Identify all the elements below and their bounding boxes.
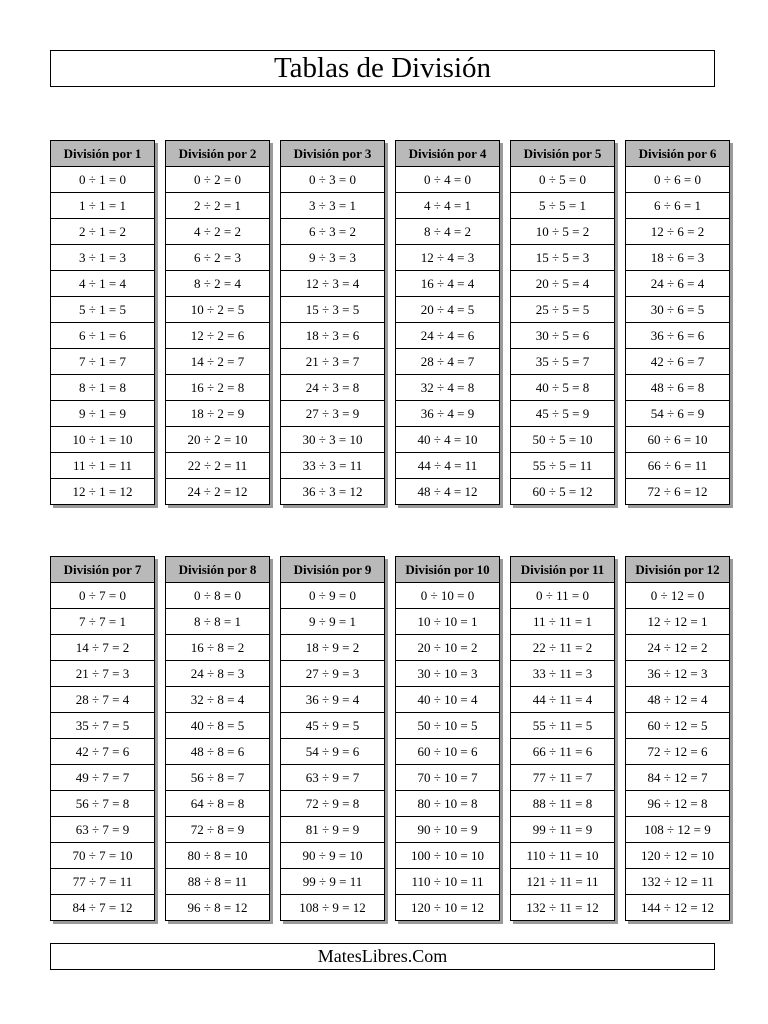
table-row: 88 ÷ 8 = 11	[166, 869, 269, 895]
table-row: 16 ÷ 8 = 2	[166, 635, 269, 661]
table-row: 21 ÷ 3 = 7	[281, 349, 384, 375]
division-table-1	[50, 140, 155, 505]
table-row: 44 ÷ 4 = 11	[396, 453, 499, 479]
table-row: 120 ÷ 12 = 10	[626, 843, 729, 869]
division-table-7	[50, 556, 155, 921]
table-row: 16 ÷ 2 = 8	[166, 375, 269, 401]
division-table-10	[395, 556, 500, 921]
table-row: 20 ÷ 10 = 2	[396, 635, 499, 661]
table-row: 80 ÷ 10 = 8	[396, 791, 499, 817]
table-row: 28 ÷ 4 = 7	[396, 349, 499, 375]
table-row: 9 ÷ 3 = 3	[281, 245, 384, 271]
division-table-8	[165, 556, 270, 921]
table-row: 132 ÷ 12 = 11	[626, 869, 729, 895]
table-row: 0 ÷ 8 = 0	[166, 583, 269, 609]
table-row: 27 ÷ 9 = 3	[281, 661, 384, 687]
table-header: División por 9	[281, 557, 384, 583]
table-row: 99 ÷ 11 = 9	[511, 817, 614, 843]
table-row: 49 ÷ 7 = 7	[51, 765, 154, 791]
table-row: 27 ÷ 3 = 9	[281, 401, 384, 427]
table-row: 6 ÷ 6 = 1	[626, 193, 729, 219]
page-title: Tablas de División	[50, 50, 715, 87]
table-header: División por 7	[51, 557, 154, 583]
table-row: 9 ÷ 9 = 1	[281, 609, 384, 635]
table-row: 30 ÷ 10 = 3	[396, 661, 499, 687]
table-row: 6 ÷ 1 = 6	[51, 323, 154, 349]
table-row: 0 ÷ 9 = 0	[281, 583, 384, 609]
table-row: 8 ÷ 2 = 4	[166, 271, 269, 297]
table-row: 63 ÷ 9 = 7	[281, 765, 384, 791]
table-row: 45 ÷ 9 = 5	[281, 713, 384, 739]
table-row: 60 ÷ 6 = 10	[626, 427, 729, 453]
table-row: 5 ÷ 1 = 5	[51, 297, 154, 323]
footer-site-name: MatesLibres.Com	[50, 943, 715, 970]
division-table-9	[280, 556, 385, 921]
division-table-12	[625, 556, 730, 921]
table-row: 0 ÷ 10 = 0	[396, 583, 499, 609]
table-row: 110 ÷ 11 = 10	[511, 843, 614, 869]
table-row: 60 ÷ 12 = 5	[626, 713, 729, 739]
table-row: 96 ÷ 12 = 8	[626, 791, 729, 817]
table-row: 14 ÷ 2 = 7	[166, 349, 269, 375]
table-row: 44 ÷ 11 = 4	[511, 687, 614, 713]
table-row: 8 ÷ 1 = 8	[51, 375, 154, 401]
table-row: 15 ÷ 5 = 3	[511, 245, 614, 271]
table-row: 81 ÷ 9 = 9	[281, 817, 384, 843]
table-row: 60 ÷ 10 = 6	[396, 739, 499, 765]
table-row: 77 ÷ 11 = 7	[511, 765, 614, 791]
table-row: 48 ÷ 4 = 12	[417, 483, 478, 499]
table-row: 66 ÷ 6 = 11	[626, 453, 729, 479]
table-row: 90 ÷ 9 = 10	[281, 843, 384, 869]
table-row: 56 ÷ 8 = 7	[166, 765, 269, 791]
table-row: 48 ÷ 8 = 6	[166, 739, 269, 765]
table-row: 60 ÷ 5 = 12	[532, 483, 593, 499]
table-row: 18 ÷ 3 = 6	[281, 323, 384, 349]
table-row: 72 ÷ 8 = 9	[166, 817, 269, 843]
table-row: 40 ÷ 8 = 5	[166, 713, 269, 739]
table-row: 36 ÷ 9 = 4	[281, 687, 384, 713]
table-row: 0 ÷ 6 = 0	[626, 167, 729, 193]
tables-section-bottom	[50, 556, 730, 921]
table-row: 144 ÷ 12 = 12	[641, 899, 714, 915]
table-header: División por 12	[626, 557, 729, 583]
table-row: 0 ÷ 3 = 0	[281, 167, 384, 193]
table-row: 99 ÷ 9 = 11	[281, 869, 384, 895]
table-row: 0 ÷ 4 = 0	[396, 167, 499, 193]
table-row: 32 ÷ 4 = 8	[396, 375, 499, 401]
tables-section-top	[50, 140, 730, 505]
table-row: 80 ÷ 8 = 10	[166, 843, 269, 869]
table-row: 50 ÷ 5 = 10	[511, 427, 614, 453]
table-header: División por 2	[166, 141, 269, 167]
table-row: 12 ÷ 3 = 4	[281, 271, 384, 297]
table-row: 28 ÷ 7 = 4	[51, 687, 154, 713]
table-row: 25 ÷ 5 = 5	[511, 297, 614, 323]
table-row: 30 ÷ 6 = 5	[626, 297, 729, 323]
table-header: División por 1	[51, 141, 154, 167]
table-row: 24 ÷ 6 = 4	[626, 271, 729, 297]
table-row: 20 ÷ 5 = 4	[511, 271, 614, 297]
table-row: 110 ÷ 10 = 11	[396, 869, 499, 895]
table-row: 84 ÷ 12 = 7	[626, 765, 729, 791]
division-table-6	[625, 140, 730, 505]
table-row: 42 ÷ 7 = 6	[51, 739, 154, 765]
table-row: 12 ÷ 6 = 2	[626, 219, 729, 245]
table-row: 14 ÷ 7 = 2	[51, 635, 154, 661]
table-row: 64 ÷ 8 = 8	[166, 791, 269, 817]
table-row: 77 ÷ 7 = 11	[51, 869, 154, 895]
table-row: 72 ÷ 6 = 12	[647, 483, 708, 499]
table-row: 24 ÷ 2 = 12	[187, 483, 248, 499]
table-row: 12 ÷ 2 = 6	[166, 323, 269, 349]
table-row: 11 ÷ 1 = 11	[51, 453, 154, 479]
table-row: 54 ÷ 9 = 6	[281, 739, 384, 765]
table-row: 66 ÷ 11 = 6	[511, 739, 614, 765]
table-row: 0 ÷ 1 = 0	[51, 167, 154, 193]
table-row: 8 ÷ 4 = 2	[396, 219, 499, 245]
table-row: 32 ÷ 8 = 4	[166, 687, 269, 713]
table-row: 16 ÷ 4 = 4	[396, 271, 499, 297]
table-row: 3 ÷ 3 = 1	[281, 193, 384, 219]
division-table-4	[395, 140, 500, 505]
table-row: 4 ÷ 4 = 1	[396, 193, 499, 219]
table-row: 1 ÷ 1 = 1	[51, 193, 154, 219]
table-header: División por 3	[281, 141, 384, 167]
table-row: 2 ÷ 2 = 1	[166, 193, 269, 219]
table-row: 12 ÷ 4 = 3	[396, 245, 499, 271]
table-header: División por 6	[626, 141, 729, 167]
table-row: 30 ÷ 3 = 10	[281, 427, 384, 453]
table-row: 36 ÷ 3 = 12	[302, 483, 363, 499]
table-row: 108 ÷ 9 = 12	[299, 899, 366, 915]
table-header: División por 5	[511, 141, 614, 167]
table-row: 0 ÷ 11 = 0	[511, 583, 614, 609]
table-header: División por 8	[166, 557, 269, 583]
table-row: 108 ÷ 12 = 9	[626, 817, 729, 843]
table-row: 4 ÷ 1 = 4	[51, 271, 154, 297]
table-row: 4 ÷ 2 = 2	[166, 219, 269, 245]
table-row: 45 ÷ 5 = 9	[511, 401, 614, 427]
table-row: 50 ÷ 10 = 5	[396, 713, 499, 739]
table-row: 35 ÷ 7 = 5	[51, 713, 154, 739]
table-row: 40 ÷ 4 = 10	[396, 427, 499, 453]
table-row: 18 ÷ 6 = 3	[626, 245, 729, 271]
table-row: 35 ÷ 5 = 7	[511, 349, 614, 375]
table-row: 6 ÷ 3 = 2	[281, 219, 384, 245]
table-row: 70 ÷ 7 = 10	[51, 843, 154, 869]
table-row: 48 ÷ 12 = 4	[626, 687, 729, 713]
table-row: 56 ÷ 7 = 8	[51, 791, 154, 817]
table-row: 18 ÷ 9 = 2	[281, 635, 384, 661]
table-row: 121 ÷ 11 = 11	[511, 869, 614, 895]
table-row: 3 ÷ 1 = 3	[51, 245, 154, 271]
table-row: 24 ÷ 8 = 3	[166, 661, 269, 687]
table-row: 54 ÷ 6 = 9	[626, 401, 729, 427]
table-row: 11 ÷ 11 = 1	[511, 609, 614, 635]
table-header: División por 11	[511, 557, 614, 583]
table-row: 33 ÷ 3 = 11	[281, 453, 384, 479]
table-row: 90 ÷ 10 = 9	[396, 817, 499, 843]
table-row: 84 ÷ 7 = 12	[72, 899, 133, 915]
table-row: 10 ÷ 5 = 2	[511, 219, 614, 245]
division-table-2	[165, 140, 270, 505]
table-row: 24 ÷ 3 = 8	[281, 375, 384, 401]
division-table-3	[280, 140, 385, 505]
table-row: 20 ÷ 4 = 5	[396, 297, 499, 323]
table-header: División por 4	[396, 141, 499, 167]
table-row: 6 ÷ 2 = 3	[166, 245, 269, 271]
table-row: 24 ÷ 4 = 6	[396, 323, 499, 349]
table-row: 0 ÷ 7 = 0	[51, 583, 154, 609]
table-row: 18 ÷ 2 = 9	[166, 401, 269, 427]
table-row: 22 ÷ 2 = 11	[166, 453, 269, 479]
table-row: 7 ÷ 7 = 1	[51, 609, 154, 635]
table-row: 120 ÷ 10 = 12	[411, 899, 484, 915]
table-row: 100 ÷ 10 = 10	[396, 843, 499, 869]
table-row: 55 ÷ 11 = 5	[511, 713, 614, 739]
table-row: 15 ÷ 3 = 5	[281, 297, 384, 323]
table-row: 24 ÷ 12 = 2	[626, 635, 729, 661]
division-table-5	[510, 140, 615, 505]
table-row: 42 ÷ 6 = 7	[626, 349, 729, 375]
table-row: 7 ÷ 1 = 7	[51, 349, 154, 375]
table-row: 36 ÷ 12 = 3	[626, 661, 729, 687]
table-row: 30 ÷ 5 = 6	[511, 323, 614, 349]
table-row: 72 ÷ 12 = 6	[626, 739, 729, 765]
table-row: 12 ÷ 12 = 1	[626, 609, 729, 635]
table-row: 63 ÷ 7 = 9	[51, 817, 154, 843]
division-table-11	[510, 556, 615, 921]
table-row: 132 ÷ 11 = 12	[526, 899, 599, 915]
table-row: 2 ÷ 1 = 2	[51, 219, 154, 245]
table-row: 48 ÷ 6 = 8	[626, 375, 729, 401]
table-row: 10 ÷ 1 = 10	[51, 427, 154, 453]
table-row: 9 ÷ 1 = 9	[51, 401, 154, 427]
table-row: 10 ÷ 2 = 5	[166, 297, 269, 323]
table-row: 21 ÷ 7 = 3	[51, 661, 154, 687]
table-header: División por 10	[396, 557, 499, 583]
table-row: 72 ÷ 9 = 8	[281, 791, 384, 817]
table-row: 55 ÷ 5 = 11	[511, 453, 614, 479]
table-row: 40 ÷ 5 = 8	[511, 375, 614, 401]
table-row: 22 ÷ 11 = 2	[511, 635, 614, 661]
table-row: 36 ÷ 6 = 6	[626, 323, 729, 349]
table-row: 10 ÷ 10 = 1	[396, 609, 499, 635]
table-row: 88 ÷ 11 = 8	[511, 791, 614, 817]
table-row: 0 ÷ 12 = 0	[626, 583, 729, 609]
table-row: 70 ÷ 10 = 7	[396, 765, 499, 791]
table-row: 12 ÷ 1 = 12	[72, 483, 133, 499]
table-row: 5 ÷ 5 = 1	[511, 193, 614, 219]
table-row: 0 ÷ 5 = 0	[511, 167, 614, 193]
table-row: 33 ÷ 11 = 3	[511, 661, 614, 687]
table-row: 40 ÷ 10 = 4	[396, 687, 499, 713]
table-row: 96 ÷ 8 = 12	[187, 899, 248, 915]
table-row: 36 ÷ 4 = 9	[396, 401, 499, 427]
table-row: 8 ÷ 8 = 1	[166, 609, 269, 635]
table-row: 20 ÷ 2 = 10	[166, 427, 269, 453]
table-row: 0 ÷ 2 = 0	[166, 167, 269, 193]
